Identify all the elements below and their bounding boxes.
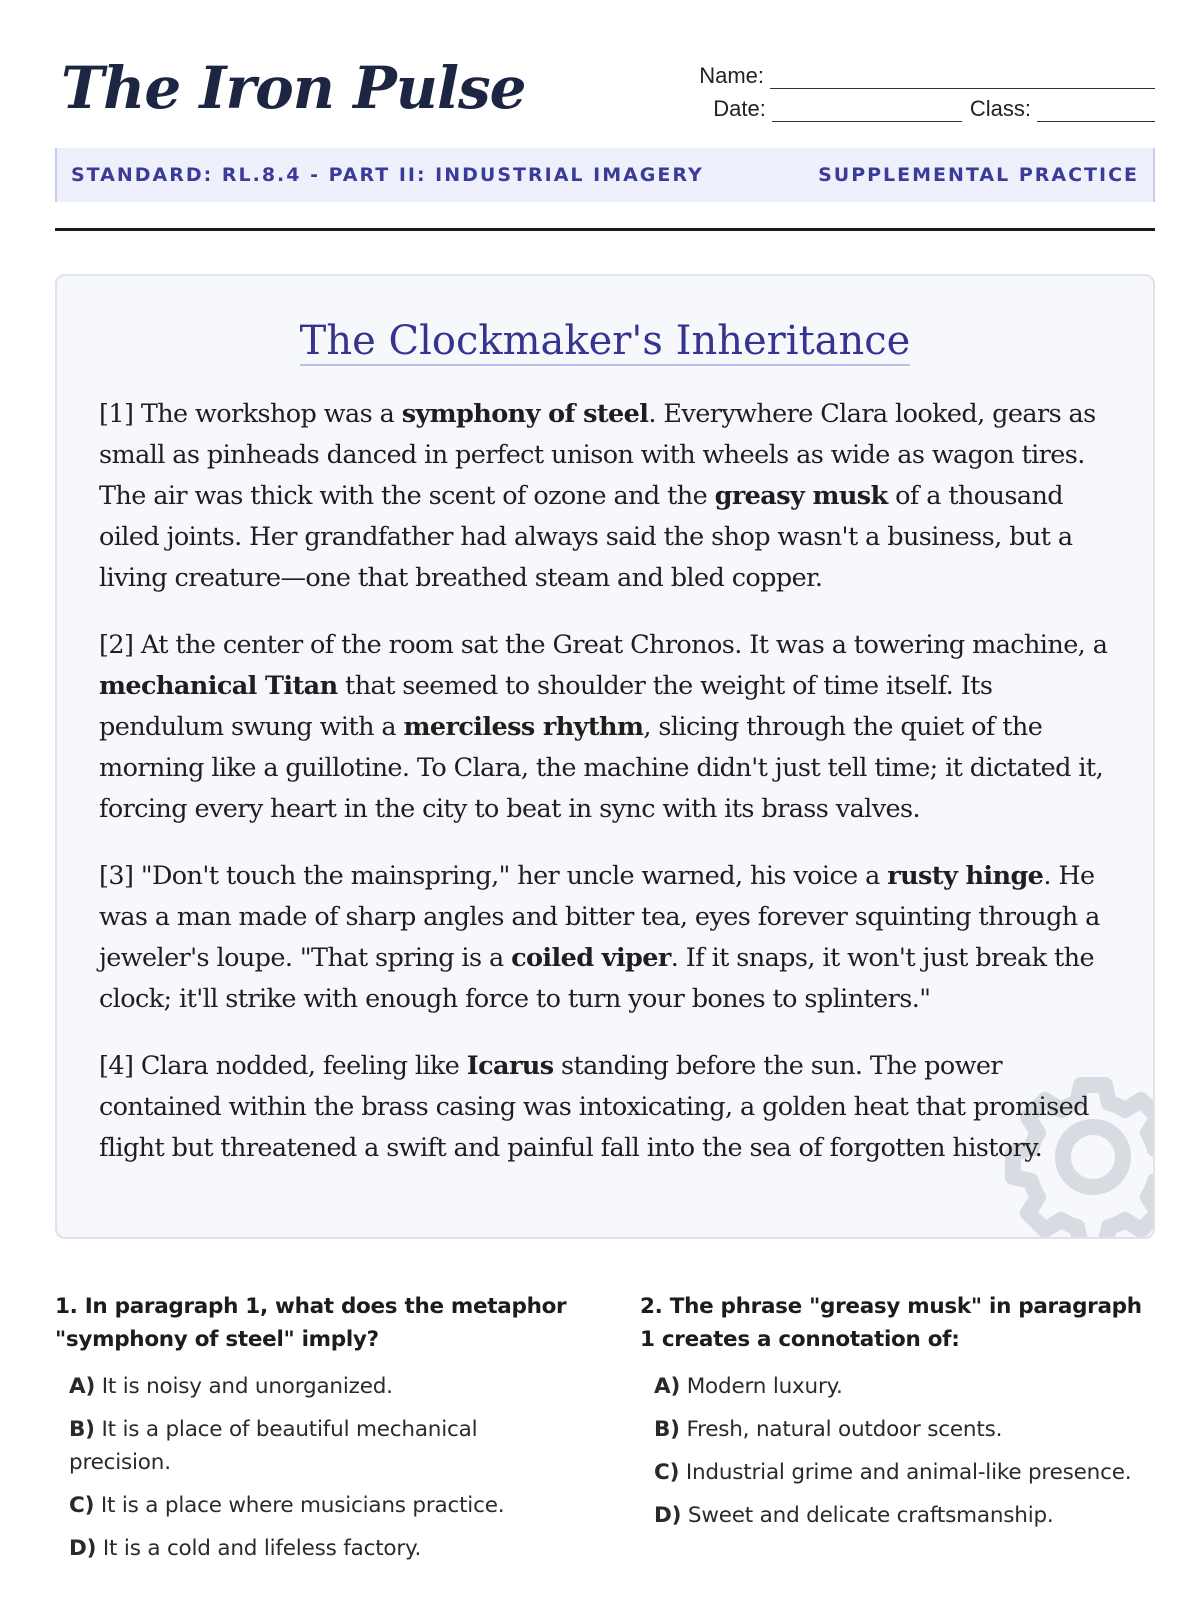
option-text: It is a place where musicians practice. (94, 1493, 505, 1518)
practice-label: SUPPLEMENTAL PRACTICE (818, 164, 1139, 186)
paragraph-text: . He was a man made of sharp angles and bitter tea, eyes forever squinting through a jeweler's loupe. "That spring is a (99, 861, 1100, 973)
question-2 (640, 1290, 1155, 1575)
header-divider (55, 228, 1155, 231)
answer-option[interactable] (55, 1370, 570, 1403)
option-letter: C) (69, 1493, 95, 1518)
option-letter: B) (654, 1417, 680, 1442)
passage-title: The Clockmaker's Inheritance (299, 318, 911, 364)
highlighted-phrase: mechanical Titan (99, 671, 338, 701)
name-blank[interactable] (770, 67, 1155, 89)
question-text: 2. The phrase "greasy musk" in paragraph 1 creates a connotation of: (640, 1294, 1142, 1352)
highlighted-phrase: coiled viper (511, 943, 671, 973)
highlighted-phrase: rusty hinge (887, 861, 1044, 891)
paragraph-text: , slicing through the quiet of the morning like a guillotine. To Clara, the machine didn't just tell time; it dictated it, forcing every heart in the city to beat in sync with its brass valves. (99, 712, 1104, 824)
option-text: It is noisy and unorganized. (95, 1374, 393, 1399)
option-letter: D) (69, 1536, 97, 1561)
worksheet-header (55, 48, 1155, 128)
highlighted-phrase: symphony of steel (401, 399, 649, 429)
option-text: It is a place of beautiful mechanical precision. (69, 1417, 478, 1475)
passage-paragraph (99, 625, 1119, 830)
passage-paragraph (99, 1046, 1119, 1169)
option-text: Fresh, natural outdoor scents. (679, 1417, 1003, 1442)
answer-option[interactable] (640, 1499, 1155, 1532)
class-label: Class: (969, 96, 1031, 121)
answer-option[interactable] (640, 1456, 1155, 1489)
class-blank[interactable] (1037, 100, 1155, 122)
standard-banner (55, 148, 1155, 202)
option-letter: A) (69, 1374, 96, 1399)
answer-option[interactable] (55, 1532, 570, 1565)
highlighted-phrase: Icarus (466, 1051, 554, 1081)
option-text: Industrial grime and animal-like presence. (679, 1460, 1132, 1485)
option-text: Modern luxury. (680, 1374, 843, 1399)
paragraph-text: [2] At the center of the room sat the Great Chronos. It was a towering machine, a (99, 630, 1108, 660)
option-letter: D) (654, 1503, 682, 1528)
passage-paragraph (99, 856, 1119, 1020)
passage-body (99, 394, 1119, 1195)
option-text: It is a cold and lifeless factory. (96, 1536, 422, 1561)
answer-option[interactable] (640, 1370, 1155, 1403)
question-text: 1. In paragraph 1, what does the metaphor "symphony of steel" imply? (55, 1294, 567, 1352)
student-info-fields (685, 56, 1155, 122)
passage-paragraph (99, 394, 1119, 599)
worksheet-title: The Iron Pulse (61, 54, 526, 122)
answer-option[interactable] (55, 1413, 570, 1479)
paragraph-text: of a thousand oiled joints. Her grandfather had always said the shop wasn't a business, but a living creature—one that breathed steam and bled copper. (99, 481, 1073, 593)
reading-passage (55, 274, 1155, 1239)
answer-option[interactable] (55, 1489, 570, 1522)
paragraph-text: [4] Clara nodded, feeling like (99, 1051, 467, 1081)
date-label: Date: (713, 96, 766, 121)
answer-option[interactable] (640, 1413, 1155, 1446)
option-text: Sweet and delicate craftsmanship. (681, 1503, 1054, 1528)
paragraph-text: [3] "Don't touch the mainspring," her uncle warned, his voice a (99, 861, 888, 891)
option-letter: B) (69, 1417, 95, 1442)
name-label: Name: (699, 63, 764, 88)
highlighted-phrase: greasy musk (714, 481, 888, 511)
option-letter: C) (654, 1460, 680, 1485)
name-row (685, 56, 1155, 89)
standard-label: STANDARD: RL.8.4 - PART II: INDUSTRIAL IMAGERY (71, 164, 704, 186)
highlighted-phrase: merciless rhythm (403, 712, 644, 742)
date-class-row (685, 89, 1155, 122)
question-1 (55, 1290, 570, 1575)
paragraph-text: standing before the sun. The power contained within the brass casing was intoxicating, a golden heat that promised flight but threatened a swift and painful fall into the sea of forgotten history. (99, 1051, 1089, 1163)
paragraph-text: that seemed to shoulder the weight of time itself. Its pendulum swung with a (99, 671, 993, 742)
paragraph-text: [1] The workshop was a (99, 399, 402, 429)
option-letter: A) (654, 1374, 681, 1399)
date-blank[interactable] (772, 100, 962, 122)
paragraph-text: . Everywhere Clara looked, gears as small as pinheads danced in perfect unison with wheels as wide as wagon tires. The air was thick with the scent of ozone and the (99, 399, 1096, 511)
paragraph-text: . If it snaps, it won't just break the clock; it'll strike with enough force to turn your bones to splinters." (99, 943, 1094, 1014)
question-section (55, 1290, 1155, 1575)
